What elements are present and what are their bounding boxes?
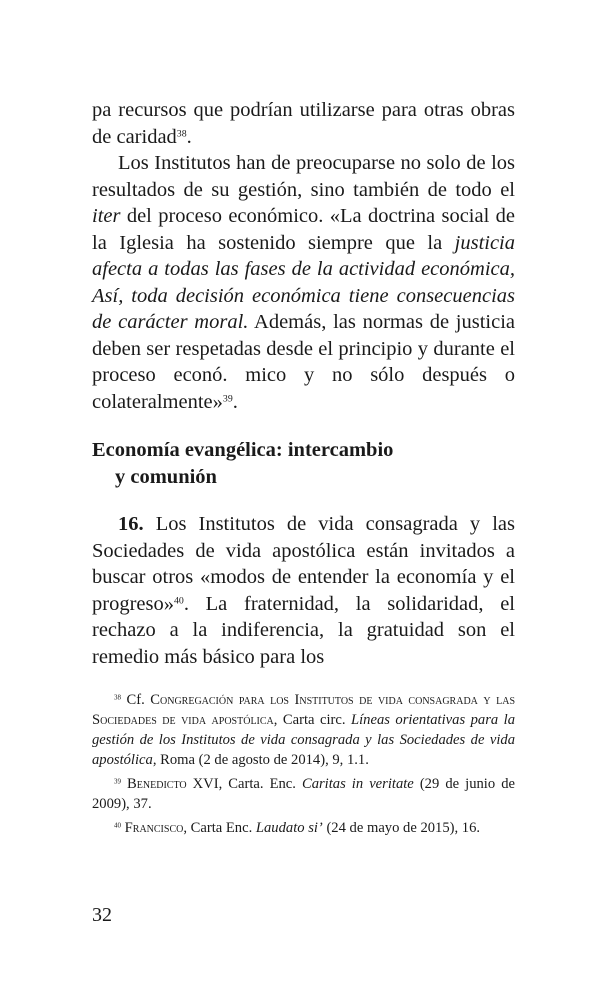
- footnote-number: 40: [114, 821, 121, 830]
- paragraph-16: [92, 511, 515, 670]
- footnote-title: Caritas in veritate: [301, 776, 414, 792]
- italic-quote: justicia afecta a todas las fases de la actividad económica, Así, toda decisión económica tiene consecuencias de carácter moral.: [92, 231, 515, 333]
- heading-line: Economía evangélica: intercambio: [92, 439, 394, 461]
- paragraph: [92, 511, 515, 670]
- footnote-ref: 38: [176, 128, 187, 140]
- footnote-text: , Carta Enc.: [183, 820, 256, 836]
- footnote-text: (24 de mayo de 2015), 16.: [322, 820, 481, 836]
- paragraph-continued: [92, 97, 515, 150]
- footnote-author: Francisco: [124, 820, 184, 836]
- paragraph-text: . La fraternidad, la solidaridad, el rechazo a la indiferencia, la gratuidad son el remedio más básico para los: [92, 592, 515, 668]
- footnote-number: 39: [114, 777, 121, 786]
- footnote-text: , Roma (2 de agosto de 2014), 9, 1.1.: [152, 752, 369, 768]
- body-text: [92, 97, 515, 415]
- footnote-ref: 39: [222, 393, 233, 405]
- footnote-text: , Carta. Enc.: [218, 776, 302, 792]
- paragraph-text: Los Institutos han de preocuparse no solo de los resultados de su gestión, sino también de todo el: [92, 152, 515, 201]
- footnote-number: 38: [114, 693, 121, 702]
- section-heading: [92, 437, 515, 491]
- footnote-author: Congregación para los Institutos de vida consagrada y las Sociedades de vida apostólica: [92, 692, 516, 728]
- paragraph-end: .: [232, 390, 238, 413]
- footnote-text: Cf.: [126, 692, 151, 708]
- heading-line: y comunión: [115, 466, 217, 488]
- paragraph-end: .: [186, 125, 192, 148]
- page-number: 32: [92, 904, 112, 926]
- footnote: [92, 774, 515, 814]
- paragraph-institutos: [92, 150, 515, 415]
- italic-term: iter: [92, 205, 121, 227]
- footnote-title: Líneas orientativas para la gestión de los Institutos de vida consagrada y las Sociedades de vida apostólica: [92, 712, 516, 768]
- footnote: [92, 690, 515, 770]
- paragraph-text: Los Institutos de vida consagrada y las Sociedades de vida apostólica están invitados a buscar otros «modos de entender la economía y el progreso»: [92, 513, 515, 615]
- footnote-title: Laudato si’: [255, 820, 323, 836]
- paragraph-text: pa recursos que podrían utilizarse para otras obras de caridad: [92, 99, 515, 148]
- paragraph-text: del proceso económico. «La doctrina social de la Iglesia ha sostenido siempre que la: [92, 205, 515, 254]
- paragraph-number: 16.: [118, 513, 144, 535]
- footnote-author: Benedicto XVI: [127, 776, 219, 792]
- footnote-text: , Carta circ.: [273, 712, 351, 728]
- footnote-text: (29 de junio de 2009), 37.: [92, 776, 515, 812]
- footnotes: [92, 690, 515, 842]
- paragraph-text: Además, las normas de justicia deben ser respetadas desde el principio y durante el proceso econó. mico y no sólo después o colateralmente»: [92, 311, 515, 413]
- footnote-ref: 40: [173, 595, 184, 607]
- footnote: [92, 818, 515, 838]
